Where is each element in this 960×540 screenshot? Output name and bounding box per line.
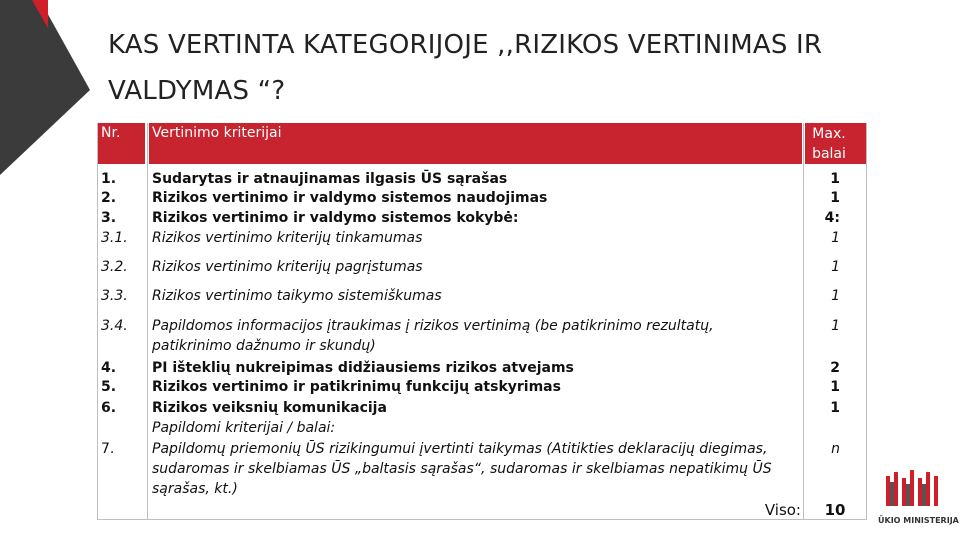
total-label: Viso: xyxy=(764,501,801,519)
row-1-text: Sudarytas ir atnaujinamas ilgasis ŪS sąrašas xyxy=(152,171,508,187)
row-3-1-text: Rizikos vertinimo kriterijų tinkamumas xyxy=(152,230,423,246)
logo-text: ŪKIO MINISTERIJA xyxy=(878,516,959,525)
header-max-cell xyxy=(805,123,867,164)
row-6-text: Rizikos veiksnių komunikacija xyxy=(152,400,387,416)
total-value: 10 xyxy=(824,501,846,519)
row-3-4-text: Papildomos informacijos įtraukimas į rizikos vertinimą (be patikrinimo rezultatų, patikrinimo dažnumo ir skundų) xyxy=(152,318,714,354)
row-6-max: 1 xyxy=(830,400,840,416)
row-3-2-nr: 3.2. xyxy=(101,259,128,275)
row-2-nr: 2. xyxy=(101,190,117,206)
row-3-3-max: 1 xyxy=(831,288,840,304)
criteria-table xyxy=(97,123,867,520)
header-nr: Nr. xyxy=(101,125,121,141)
row-1-nr: 1. xyxy=(101,171,117,187)
row-7-max: n xyxy=(831,441,840,457)
row-3-1-nr: 3.1. xyxy=(101,230,128,246)
row-3-3-nr: 3.3. xyxy=(101,288,128,304)
row-3-4-nr: 3.4. xyxy=(101,318,128,334)
grid-line xyxy=(147,123,148,520)
logo-mark-icon xyxy=(878,468,946,512)
row-3-3-text: Rizikos vertinimo taikymo sistemiškumas xyxy=(152,288,442,304)
header-max: Max. balai xyxy=(812,126,846,162)
row-6-nr: 6. xyxy=(101,400,117,416)
row-5-text: Rizikos vertinimo ir patikrinimų funkcijų atskyrimas xyxy=(152,379,561,395)
row-4-nr: 4. xyxy=(101,360,117,376)
ministry-logo xyxy=(878,468,959,526)
row-3-max: 4: xyxy=(824,210,840,226)
header-criteria: Vertinimo kriterijai xyxy=(152,125,282,141)
row-7-text: Papildomų priemonių ŪS rizikingumui įvertinti taikymas (Atitikties deklaracijų diegimas, sudaromas ir skelbiamas ŪS „baltasis sąrašas“, sudaromas ir skelbiamas nepatikimų ŪS sąrašas, kt.) xyxy=(152,441,772,497)
row-3-2-max: 1 xyxy=(831,259,840,275)
row-5-max: 1 xyxy=(830,379,840,395)
row-3-2-text: Rizikos vertinimo kriterijų pagrįstumas xyxy=(152,259,423,275)
corner-decoration xyxy=(0,0,110,180)
header-nr-cell xyxy=(97,123,145,164)
row-4-text: PI išteklių nukreipimas didžiausiems rizikos atvejams xyxy=(152,360,574,376)
row-3-nr: 3. xyxy=(101,210,117,226)
row-7-nr: 7. xyxy=(101,441,115,457)
page-title: KAS VERTINTA KATEGORIJOJE ,,RIZIKOS VERTINIMAS IR VALDYMAS “? xyxy=(108,30,823,106)
additional-criteria-label: Papildomi kriterijai / balai: xyxy=(152,420,336,436)
row-5-nr: 5. xyxy=(101,379,117,395)
row-3-1-max: 1 xyxy=(831,230,840,246)
row-2-text: Rizikos vertinimo ir valdymo sistemos naudojimas xyxy=(152,190,548,206)
row-1-max: 1 xyxy=(830,171,840,187)
grid-line xyxy=(803,123,804,520)
row-3-text: Rizikos vertinimo ir valdymo sistemos kokybė: xyxy=(152,210,519,226)
header-criteria-cell xyxy=(149,123,802,164)
row-4-max: 2 xyxy=(830,360,840,376)
row-3-4-max: 1 xyxy=(831,318,840,334)
grid-line xyxy=(866,123,867,520)
row-2-max: 1 xyxy=(830,190,840,206)
